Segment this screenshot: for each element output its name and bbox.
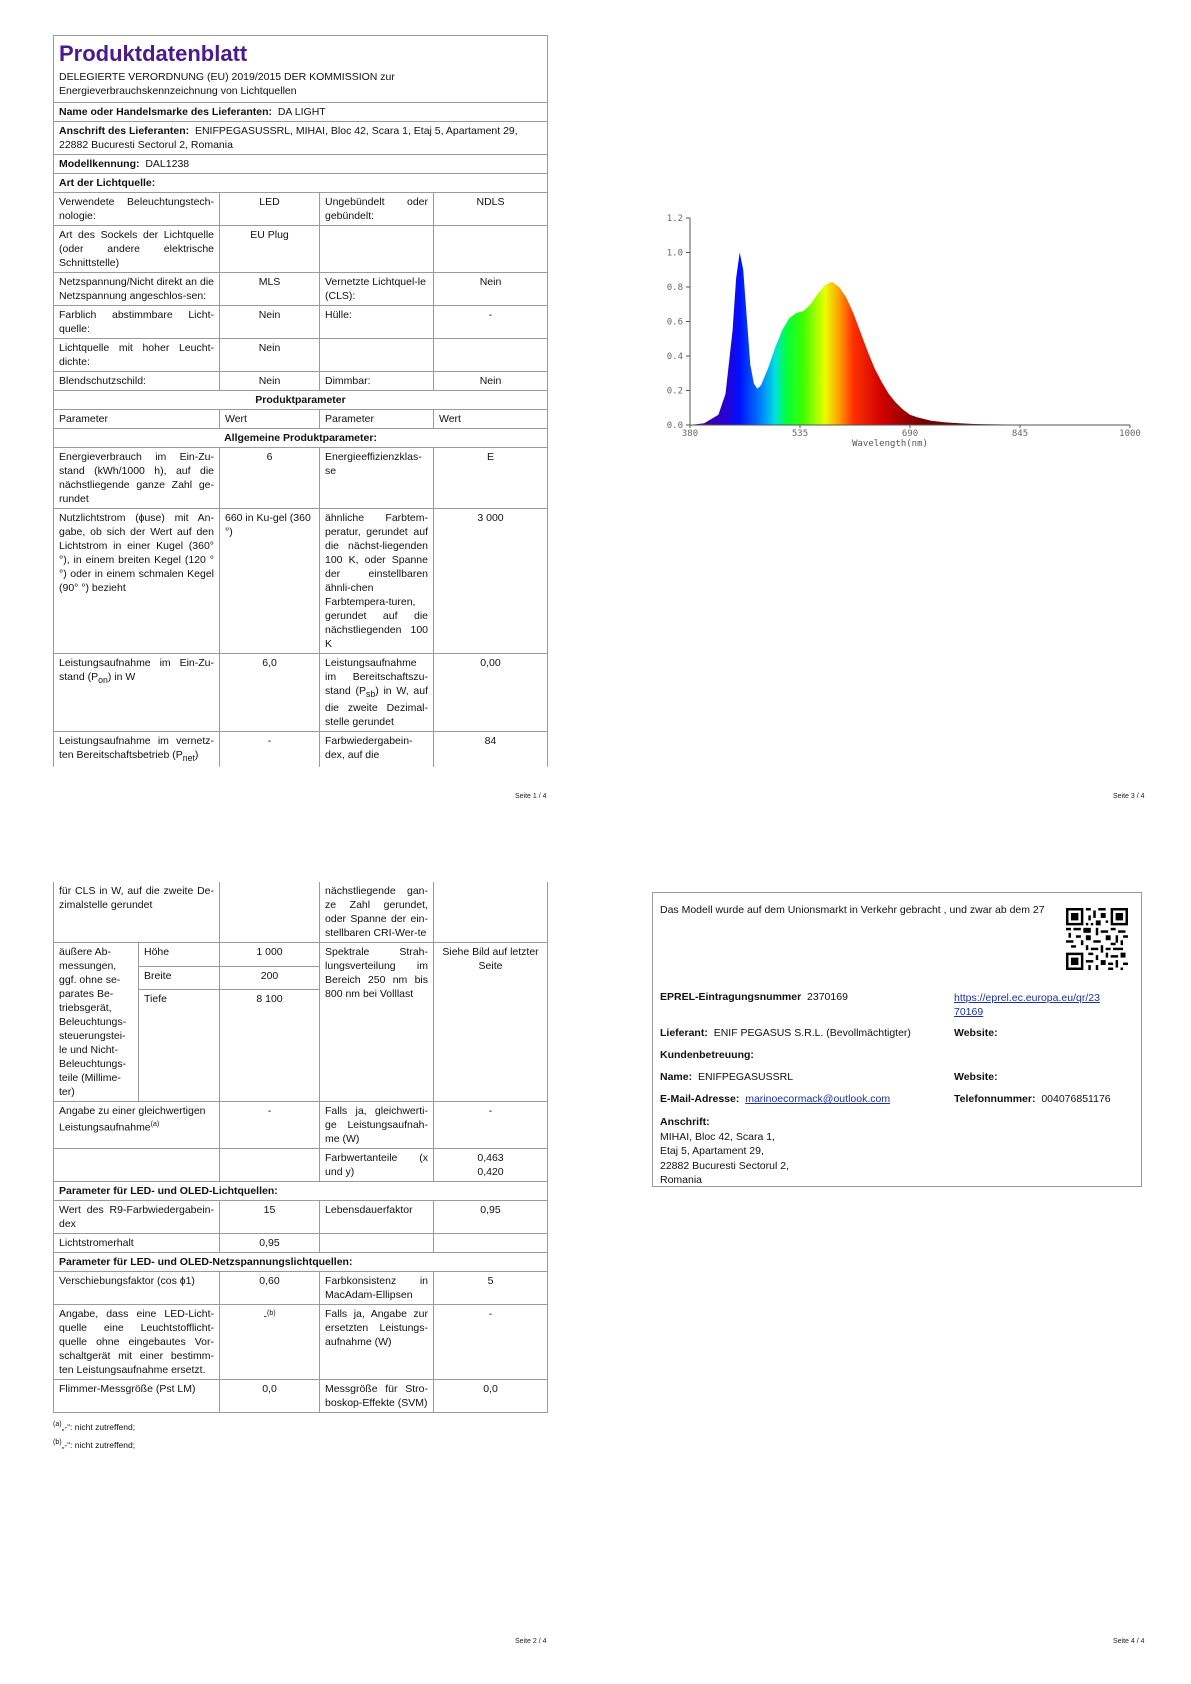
consist-value: 5 — [434, 1272, 548, 1305]
address-label: Anschrift des Lieferanten: — [59, 125, 190, 137]
psb-label: Leistungsaufnahme im Bereitschaftszu-stand $(P_{sb})$ in W, auf die zweite Dezimal-stelle gerundet — [320, 654, 434, 732]
row-label: Ungebündelt oder gebündelt: — [320, 193, 434, 226]
type-heading: Art der Lichtquelle: — [54, 174, 548, 193]
row-value: LED — [220, 193, 320, 226]
chroma-values: 0,463 0,420 — [434, 1149, 548, 1182]
empty-cell — [434, 1234, 548, 1253]
page-number: Seite 1 / 4 — [515, 793, 547, 800]
y-tick-label: 1.2 — [666, 214, 683, 224]
eprel-row — [660, 991, 848, 1003]
dim-depth-value: 8 100 — [220, 990, 320, 1102]
row-label: Vernetzte Lichtquel-le (CLS): — [320, 273, 434, 306]
row-value: Nein — [220, 339, 320, 372]
row-value: Nein — [220, 306, 320, 339]
name-row — [660, 1071, 793, 1083]
model-label: Modellkennung: — [59, 158, 140, 170]
equiv-label: Angabe zu einer gleichwertigen Leistungsaufnahme$^{(a)}$ — [54, 1102, 220, 1149]
type-row — [54, 339, 548, 372]
maint-label: Lichtstromerhalt — [54, 1234, 220, 1253]
flux-value: 660 in Ku-gel (360 °) — [220, 509, 320, 654]
page-3 — [652, 210, 1152, 460]
row-label — [320, 339, 434, 372]
eprel-label: EPREL-Eintragungsnummer — [660, 991, 802, 1003]
pon-label: Leistungsaufnahme im Ein-Zu-stand $(P_{on})$ in W — [54, 654, 220, 732]
model-value: DAL1238 — [145, 158, 190, 170]
led-heading: Parameter für LED- und OLED-Lichtquellen: — [54, 1182, 548, 1201]
cri-value: 84 — [434, 732, 548, 768]
row-label — [320, 226, 434, 273]
row-value — [434, 339, 548, 372]
life-value: 0,95 — [434, 1201, 548, 1234]
page-number: Seite 2 / 4 — [515, 1638, 547, 1645]
empty-cell — [220, 1149, 320, 1182]
market-text: Das Modell wurde auf dem Unionsmarkt in Verkehr gebracht , und zwar ab dem 27 — [660, 904, 1045, 916]
x-tick-label: 1000 — [1119, 429, 1141, 439]
pnet-label: Leistungsaufnahme im vernetz-ten Bereitschaftsbetrieb $(P_{net})$ — [54, 732, 220, 768]
equiv2-value: - — [434, 1102, 548, 1149]
pon-value: 6,0 — [220, 654, 320, 732]
x-tick-label: 535 — [791, 429, 809, 439]
phone-label: Telefonnummer: — [954, 1093, 1036, 1105]
footnotes — [53, 1417, 547, 1453]
dims-label: äußere Ab-messungen, ggf. ohne se-parates Be-triebsgerät, Beleuchtungs-steuerungstei-le und Nicht-Beleuchtungs-teile (Millime-ter) — [54, 943, 139, 1102]
life-label: Lebensdauerfaktor — [320, 1201, 434, 1234]
qr-code-icon[interactable] — [1066, 908, 1128, 970]
eprel-link[interactable]: https://eprel.ec.europa.eu/qr/23 70169 — [954, 992, 1100, 1018]
y-tick-label: 0.4 — [666, 352, 683, 362]
replace2-label: Falls ja, Angabe zur ersetzten Leistungs-aufnahme (W) — [320, 1305, 434, 1380]
dpf-value: 0,60 — [220, 1272, 320, 1305]
datasheet-table-1 — [53, 35, 548, 767]
col-header-param: Parameter — [54, 410, 220, 429]
email-row — [660, 1093, 890, 1105]
chroma-label: Farbwertanteile (x und y) — [320, 1149, 434, 1182]
efficiency-value: E — [434, 448, 548, 509]
email-label: E-Mail-Adresse: — [660, 1093, 740, 1105]
row-value: Nein — [434, 273, 548, 306]
row-value: MLS — [220, 273, 320, 306]
page-1 — [53, 35, 547, 767]
product-params-heading: Produktparameter — [54, 391, 548, 410]
row-label: Blendschutzschild: — [54, 372, 220, 391]
mains-heading: Parameter für LED- und OLED-Netzspannungslichtquellen: — [54, 1253, 548, 1272]
dim-width-value: 200 — [220, 966, 320, 990]
r9-label: Wert des R9-Farbwiedergabein-dex — [54, 1201, 220, 1234]
address-block — [660, 1115, 789, 1188]
dim-height-label: Höhe — [139, 943, 220, 967]
y-tick-label: 0.0 — [666, 421, 683, 431]
cct-label: ähnliche Farbtem-peratur, gerundet auf die nächst-liegenden 100 K, oder Spanne der einstellbaren ähnli-chen Farbtempera-turen, gerundet auf die nächstliegenden 100 K — [320, 509, 434, 654]
row-label: Farblich abstimmbare Licht-quelle: — [54, 306, 220, 339]
empty-cell — [320, 1234, 434, 1253]
address-line: Romania — [660, 1174, 703, 1186]
x-tick-label: 690 — [901, 429, 919, 439]
phone-value: 004076851176 — [1041, 1093, 1111, 1105]
equiv2-label: Falls ja, gleichwerti-ge Leistungsaufnah-me (W) — [320, 1102, 434, 1149]
dim-height-value: 1 000 — [220, 943, 320, 967]
name-value: ENIFPEGASUSSRL — [697, 1071, 794, 1083]
spectral-label: Spektrale Strah-lungsverteilung im Bereich 250 nm bis 800 nm bei Volllast — [320, 943, 434, 1102]
type-row — [54, 273, 548, 306]
flicker-value: 0,0 — [220, 1380, 320, 1413]
page-4-eprel-box — [652, 892, 1142, 1187]
y-tick-label: 0.2 — [666, 386, 683, 397]
page-title: Produktdatenblatt — [59, 41, 248, 66]
address-line: MIHAI, Bloc 42, Scara 1, — [660, 1130, 775, 1143]
name-label: Name: — [660, 1071, 693, 1083]
type-row — [54, 306, 548, 339]
type-row — [54, 372, 548, 391]
cri-label: Farbwiedergabein-dex, auf die — [320, 732, 434, 768]
address-label: Anschrift: — [660, 1116, 710, 1128]
col-header-value: Wert — [434, 410, 548, 429]
r9-value: 15 — [220, 1201, 320, 1234]
footnote-b: $^{(b)}$„-“: nicht zutreffend; — [53, 1438, 136, 1450]
x-tick-label: 845 — [1011, 429, 1029, 439]
y-tick-label: 0.6 — [666, 317, 683, 328]
pnet-value: - — [220, 732, 320, 768]
x-tick-label: 380 — [681, 429, 699, 439]
y-tick-label: 1.0 — [666, 248, 683, 259]
phone-row — [954, 1093, 1111, 1105]
row-label: Netzspannung/Nicht direkt an die Netzspannung angeschlos-sen: — [54, 273, 220, 306]
row-label: Hülle: — [320, 306, 434, 339]
cri-value-cont — [434, 882, 548, 943]
address-value: ENIFPEGASUSSRL, MIHAI, Bloc 42, Scara 1, Etaj 5, Apartament 29, 22882 Bucuresti Sectorul 2, Romania — [59, 125, 518, 151]
supplier-name-value: DA LIGHT — [277, 106, 326, 118]
general-heading: Allgemeine Produktparameter: — [54, 429, 548, 448]
y-tick-label: 0.8 — [666, 283, 683, 293]
row-label: Lichtquelle mit hoher Leucht-dichte: — [54, 339, 220, 372]
datasheet-table-2 — [53, 882, 548, 1413]
x-axis-label: Wavelength(nm) — [852, 439, 928, 449]
svm-label: Messgröße für Stro-boskop-Effekte (SVM) — [320, 1380, 434, 1413]
service-label: Kundenbetreuung: — [660, 1049, 754, 1061]
replace2-value: - — [434, 1305, 548, 1380]
efficiency-label: Energieeffizienzklas-se — [320, 448, 434, 509]
row-value: EU Plug — [220, 226, 320, 273]
dpf-label: Verschiebungsfaktor (cos ɸ1) — [54, 1272, 220, 1305]
consist-label: Farbkonsistenz in MacAdam-Ellipsen — [320, 1272, 434, 1305]
psb-value: 0,00 — [434, 654, 548, 732]
col-header-value: Wert — [220, 410, 320, 429]
regulation-text: DELEGIERTE VERORDNUNG (EU) 2019/2015 DER KOMMISSION zur Energieverbrauchskennzeichnung von Lichtquellen — [59, 71, 395, 97]
row-label: Art des Sockels der Lichtquelle (oder andere elektrische Schnittstelle) — [54, 226, 220, 273]
page-2 — [53, 882, 547, 1453]
col-header-param: Parameter — [320, 410, 434, 429]
website-label: Website: — [954, 1027, 998, 1039]
supplier-row — [660, 1027, 911, 1039]
energy-value: 6 — [220, 448, 320, 509]
maint-value: 0,95 — [220, 1234, 320, 1253]
row-label: Dimmbar: — [320, 372, 434, 391]
dim-depth-label: Tiefe — [139, 990, 220, 1102]
row-value: Nein — [220, 372, 320, 391]
cri-label-cont: nächstliegende gan-ze Zahl gerundet, oder Spanne der ein-stellbaren CRI-Wer-te — [320, 882, 434, 943]
supplier-value: ENIF PEGASUS S.R.L. (Bevollmächtigter) — [713, 1027, 911, 1039]
energy-label: Energieverbrauch im Ein-Zu-stand (kWh/1000 h), auf die nächstliegende ganze Zahl ge-rundet — [54, 448, 220, 509]
eprel-value: 2370169 — [807, 991, 848, 1003]
dim-width-label: Breite — [139, 966, 220, 990]
flux-label: Nutzlichtstrom (ɸuse) mit An-gabe, ob sich der Wert auf den Lichtstrom in einer Kugel (360° °), in einem breiten Kegel (120 °°) oder in einem schmalen Kegel (90° °) bezieht — [54, 509, 220, 654]
spectrum-area — [690, 253, 1130, 426]
address-line: Etaj 5, Apartament 29, — [660, 1145, 764, 1157]
pnet-value-cont — [220, 882, 320, 943]
spectral-value: Siehe Bild auf letzter Seite — [434, 943, 548, 1102]
replace-label: Angabe, dass eine LED-Licht-quelle eine Leuchtstofflicht-quelle ohne eingebautes Vor-schaltgerät mit einer bestimm-ten Leistungsaufnahme ersetzt. — [54, 1305, 220, 1380]
equiv-value: - — [220, 1102, 320, 1149]
supplier-name-label: Name oder Handelsmarke des Lieferanten: — [59, 106, 272, 118]
empty-cell — [54, 1149, 220, 1182]
row-value: Nein — [434, 372, 548, 391]
website2-label: Website: — [954, 1071, 998, 1083]
type-row — [54, 193, 548, 226]
address-line: 22882 Bucuresti Sectorul 2, — [660, 1159, 789, 1172]
row-value: - — [434, 306, 548, 339]
type-row — [54, 226, 548, 273]
row-value — [434, 226, 548, 273]
spectral-distribution-chart — [652, 210, 1152, 460]
row-value: NDLS — [434, 193, 548, 226]
row-label: Verwendete Beleuchtungstech-nologie: — [54, 193, 220, 226]
footnote-a: $^{(a)}$„-“: nicht zutreffend; — [53, 1421, 136, 1432]
cct-value: 3 000 — [434, 509, 548, 654]
pnet-label-cont: für CLS in W, auf die zweite De-zimalstelle gerundet — [54, 882, 220, 943]
replace-value: -$^{(b)}$ — [220, 1305, 320, 1380]
page-number: Seite 3 / 4 — [1113, 793, 1145, 800]
svm-value: 0,0 — [434, 1380, 548, 1413]
page-number: Seite 4 / 4 — [1113, 1638, 1145, 1645]
flicker-label: Flimmer-Messgröße (Pst LM) — [54, 1380, 220, 1413]
supplier-label: Lieferant: — [660, 1027, 708, 1039]
email-link[interactable]: marinoecormack@outlook.com — [745, 1093, 891, 1105]
